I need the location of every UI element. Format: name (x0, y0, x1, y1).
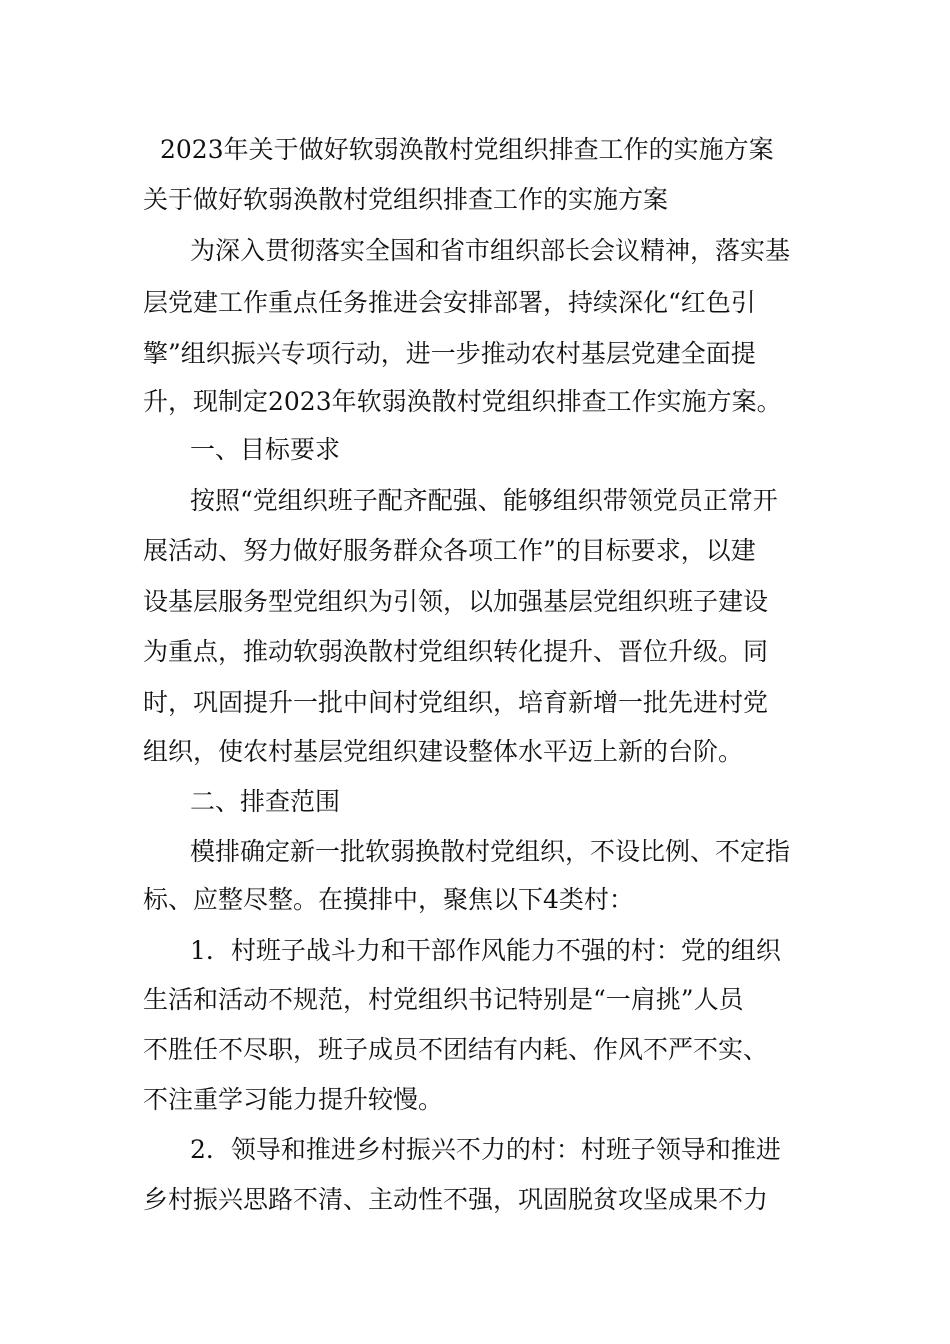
item1-line: 生活和活动不规范，村党组织书记特别是“一肩挑”人员 (143, 985, 744, 1014)
section1-line: 按照“党组织班子配齐配强、能够组织带领党员正常开 (190, 486, 778, 515)
section1-line: 展活动、努力做好服务群众各项工作”的目标要求，以建 (143, 536, 756, 565)
section2-line: 模排确定新一批软弱换散村党组织，不设比例、不定指 (190, 837, 791, 866)
item2-line: 2．领导和推进乡村振兴不力的村：村班子领导和推进 (190, 1135, 781, 1164)
intro-line: 为深入贯彻落实全国和省市组织部长会议精神，落实基 (190, 236, 791, 265)
item1-line: 1．村班子战斗力和干部作风能力不强的村：党的组织 (190, 936, 781, 965)
document-title: 2023年关于做好软弱涣散村党组织排查工作的实施方案 (160, 135, 774, 164)
item1-line: 不胜任不尽职，班子成员不团结有内耗、作风不严不实、 (143, 1035, 769, 1064)
intro-line: 擎”组织振兴专项行动，进一步推动农村基层党建全面提 (143, 339, 756, 368)
section1-line: 设基层服务型党组织为引领，以加强基层党组织班子建设 (143, 587, 769, 616)
section2-line: 标、应整尽整。在摸排中，聚焦以下4类村： (143, 885, 634, 914)
section1-line: 为重点，推动软弱涣散村党组织转化提升、晋位升级。同 (143, 637, 769, 666)
section-heading: 一、目标要求 (190, 435, 341, 464)
item2-line: 乡村振兴思路不清、主动性不强，巩固脱贫攻坚成果不力 (143, 1185, 769, 1214)
document-subtitle: 关于做好软弱涣散村党组织排查工作的实施方案 (143, 185, 669, 214)
section1-line: 时，巩固提升一批中间村党组织，培育新增一批先进村党 (143, 688, 769, 717)
section1-line: 组织，使农村基层党组织建设整体水平迈上新的台阶。 (143, 737, 744, 766)
section-heading: 二、排查范围 (190, 787, 341, 816)
item1-line: 不注重学习能力提升较慢。 (143, 1085, 444, 1114)
intro-line: 层党建工作重点任务推进会安排部署，持续深化“红色引 (143, 288, 756, 317)
intro-line: 升，现制定2023年软弱涣散村党组织排查工作实施方案。 (143, 387, 782, 416)
